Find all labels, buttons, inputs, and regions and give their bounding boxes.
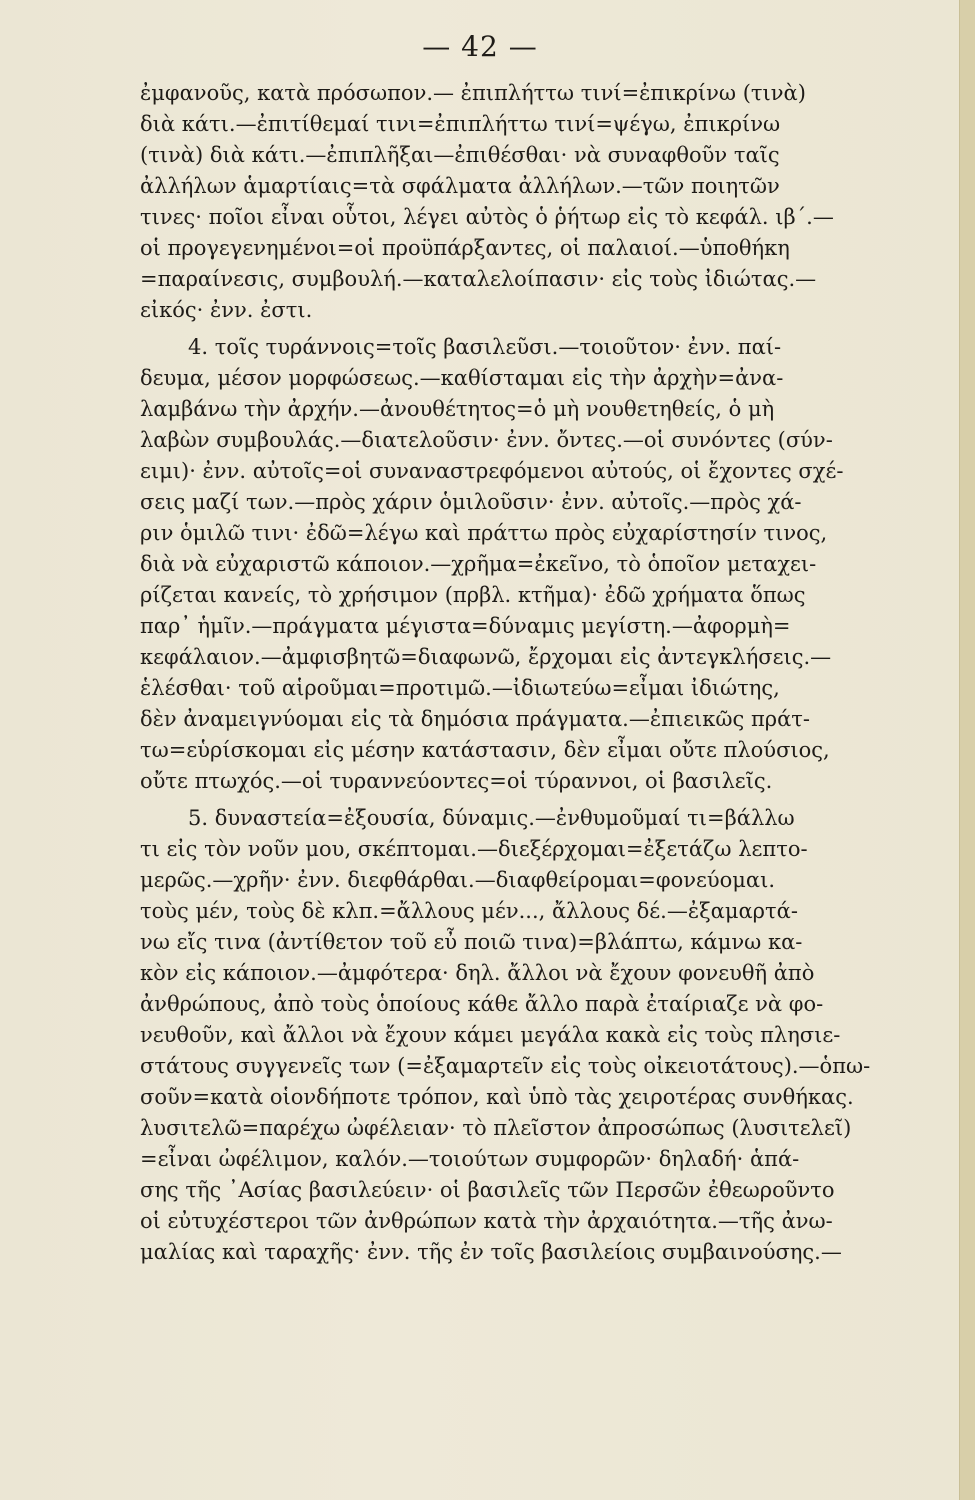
page-edge [959,0,975,1500]
paragraph-1 [140,78,920,326]
text-line: ἐμφανοῦς, κατὰ πρόσωπον.— ἐπιπλήττω τινί=ἐπικρίνω (τινὰ) [140,81,806,105]
text-line: σοῦν=κατὰ οἱονδήποτε τρόπον, καὶ ὑπὸ τὰς χειροτέρας συνθήκας. [140,1085,854,1109]
text-line: ριν ὁμιλῶ τινι· ἐδῶ=λέγω καὶ πράττω πρὸς εὐχαρίστησίν τινος, [140,521,828,545]
text-line: λαβὼν συμβουλάς.—διατελοῦσιν· ἐνν. ὄντες.—οἱ συνόντες (σύν- [140,428,833,452]
text-line: 5. δυναστεία=ἐξουσία, δύναμις.—ἐνθυμοῦμαί τι=βάλλω [188,806,795,830]
text-line: στάτους συγγενεῖς των (=ἐξαμαρτεῖν εἰς τοὺς οἰκειοτάτους).—ὁπω- [140,1054,871,1078]
text-line: τοὺς μέν, τοὺς δὲ κλπ.=ἄλλους μέν..., ἄλλους δέ.—ἐξαμαρτά- [140,899,798,923]
paragraph-5 [140,803,920,1268]
text-line: οἱ εὐτυχέστεροι τῶν ἀνθρώπων κατὰ τὴν ἀρχαιότητα.—τῆς ἀνω- [140,1209,833,1233]
text-line: διὰ νὰ εὐχαριστῶ κάποιον.—χρῆμα=ἐκεῖνο, τὸ ὁποῖον μεταχει- [140,552,817,576]
text-line: κεφάλαιον.—ἀμφισβητῶ=διαφωνῶ, ἔρχομαι εἰς ἀντεγκλήσεις.— [140,645,832,669]
text-line: παρ᾽ ἡμῖν.—πράγματα μέγιστα=δύναμις μεγίστη.—ἀφορμὴ= [140,614,791,638]
text-line: οἱ προγεγενημένοι=οἱ προϋπάρξαντες, οἱ παλαιοί.—ὑποθήκη [140,236,790,260]
body-text [140,78,920,1268]
text-line: νευθοῦν, καὶ ἄλλοι νὰ ἔχουν κάμει μεγάλα κακὰ εἰς τοὺς πλησιε- [140,1023,841,1047]
text-line: εἰκός· ἐνν. ἐστι. [140,298,313,322]
text-line: σεις μαζί των.—πρὸς χάριν ὁμιλοῦσιν· ἐνν. αὐτοῖς.—πρὸς χά- [140,490,802,514]
text-line: δευμα, μέσον μορφώσεως.—καθίσταμαι εἰς τὴν ἀρχὴν=ἀνα- [140,366,784,390]
text-line: ρίζεται κανείς, τὸ χρήσιμον (πρβλ. κτῆμα)· ἐδῶ χρήματα ὅπως [140,583,806,607]
text-line: λαμβάνω τὴν ἀρχήν.—ἀνουθέτητος=ὁ μὴ νουθετηθείς, ὁ μὴ [140,397,775,421]
text-line: μαλίας καὶ ταραχῆς· ἐνν. τῆς ἐν τοῖς βασιλείοις συμβαινούσης.— [140,1240,842,1264]
text-line: τω=εὑρίσκομαι εἰς μέσην κατάστασιν, δὲν εἶμαι οὔτε πλούσιος, [140,738,830,762]
paragraph-4 [140,332,920,797]
text-line: κὸν εἰς κάποιον.—ἀμφότερα· δηλ. ἄλλοι νὰ ἔχουν φονευθῆ ἀπὸ [140,961,815,985]
text-line: =εἶναι ὠφέλιμον, καλόν.—τοιούτων συμφορῶν· δηλαδή· ἁπά- [140,1147,800,1171]
text-line: σης τῆς ᾿Ασίας βασιλεύειν· οἱ βασιλεῖς τῶν Περσῶν ἐθεωροῦντο [140,1178,835,1202]
page-number: — 42 — [422,30,538,63]
text-line: δὲν ἀναμειγνύομαι εἰς τὰ δημόσια πράγματα.—ἐπιεικῶς πράτ- [140,707,811,731]
text-line: 4. τοῖς τυράννοις=τοῖς βασιλεῦσι.—τοιοῦτον· ἐνν. παί- [188,335,782,359]
text-line: ἀλλήλων ἁμαρτίαις=τὰ σφάλματα ἀλλήλων.—τῶν ποιητῶν [140,174,780,198]
text-line: ειμι)· ἐνν. αὐτοῖς=οἱ συναναστρεφόμενοι αὐτούς, οἱ ἔχοντες σχέ- [140,459,844,483]
text-line: =παραίνεσις, συμβουλή.—καταλελοίπασιν· εἰς τοὺς ἰδιώτας.— [140,267,817,291]
text-line: λυσιτελῶ=παρέχω ὠφέλειαν· τὸ πλεῖστον ἀπροσώπως (λυσιτελεῖ) [140,1116,852,1140]
text-line: ἑλέσθαι· τοῦ αἱροῦμαι=προτιμῶ.—ἰδιωτεύω=εἶμαι ἰδιώτης, [140,676,780,700]
text-line: τι εἰς τὸν νοῦν μου, σκέπτομαι.—διεξέρχομαι=ἐξετάζω λεπτο- [140,837,808,861]
text-line: διὰ κάτι.—ἐπιτίθεμαί τινι=ἐπιπλήττω τινί=ψέγω, ἐπικρίνω [140,112,781,136]
text-line: ἀνθρώπους, ἀπὸ τοὺς ὁποίους κάθε ἄλλο παρὰ ἐταίριαζε νὰ φο- [140,992,824,1016]
text-line: νω εἴς τινα (ἀντίθετον τοῦ εὖ ποιῶ τινα)=βλάπτω, κάμνω κα- [140,930,803,954]
text-line: (τινὰ) διὰ κάτι.—ἐπιπλῆξαι—ἐπιθέσθαι· νὰ συναφθοῦν ταῖς [140,143,780,167]
text-line: τινες· ποῖοι εἶναι οὗτοι, λέγει αὐτὸς ὁ ῥήτωρ εἰς τὸ κεφάλ. ιβ΄.— [140,205,834,229]
text-line: μερῶς.—χρῆν· ἐνν. διεφθάρθαι.—διαφθείρομαι=φονεύομαι. [140,868,776,892]
text-line: οὔτε πτωχός.—οἱ τυραννεύοντες=οἱ τύραννοι, οἱ βασιλεῖς. [140,769,773,793]
